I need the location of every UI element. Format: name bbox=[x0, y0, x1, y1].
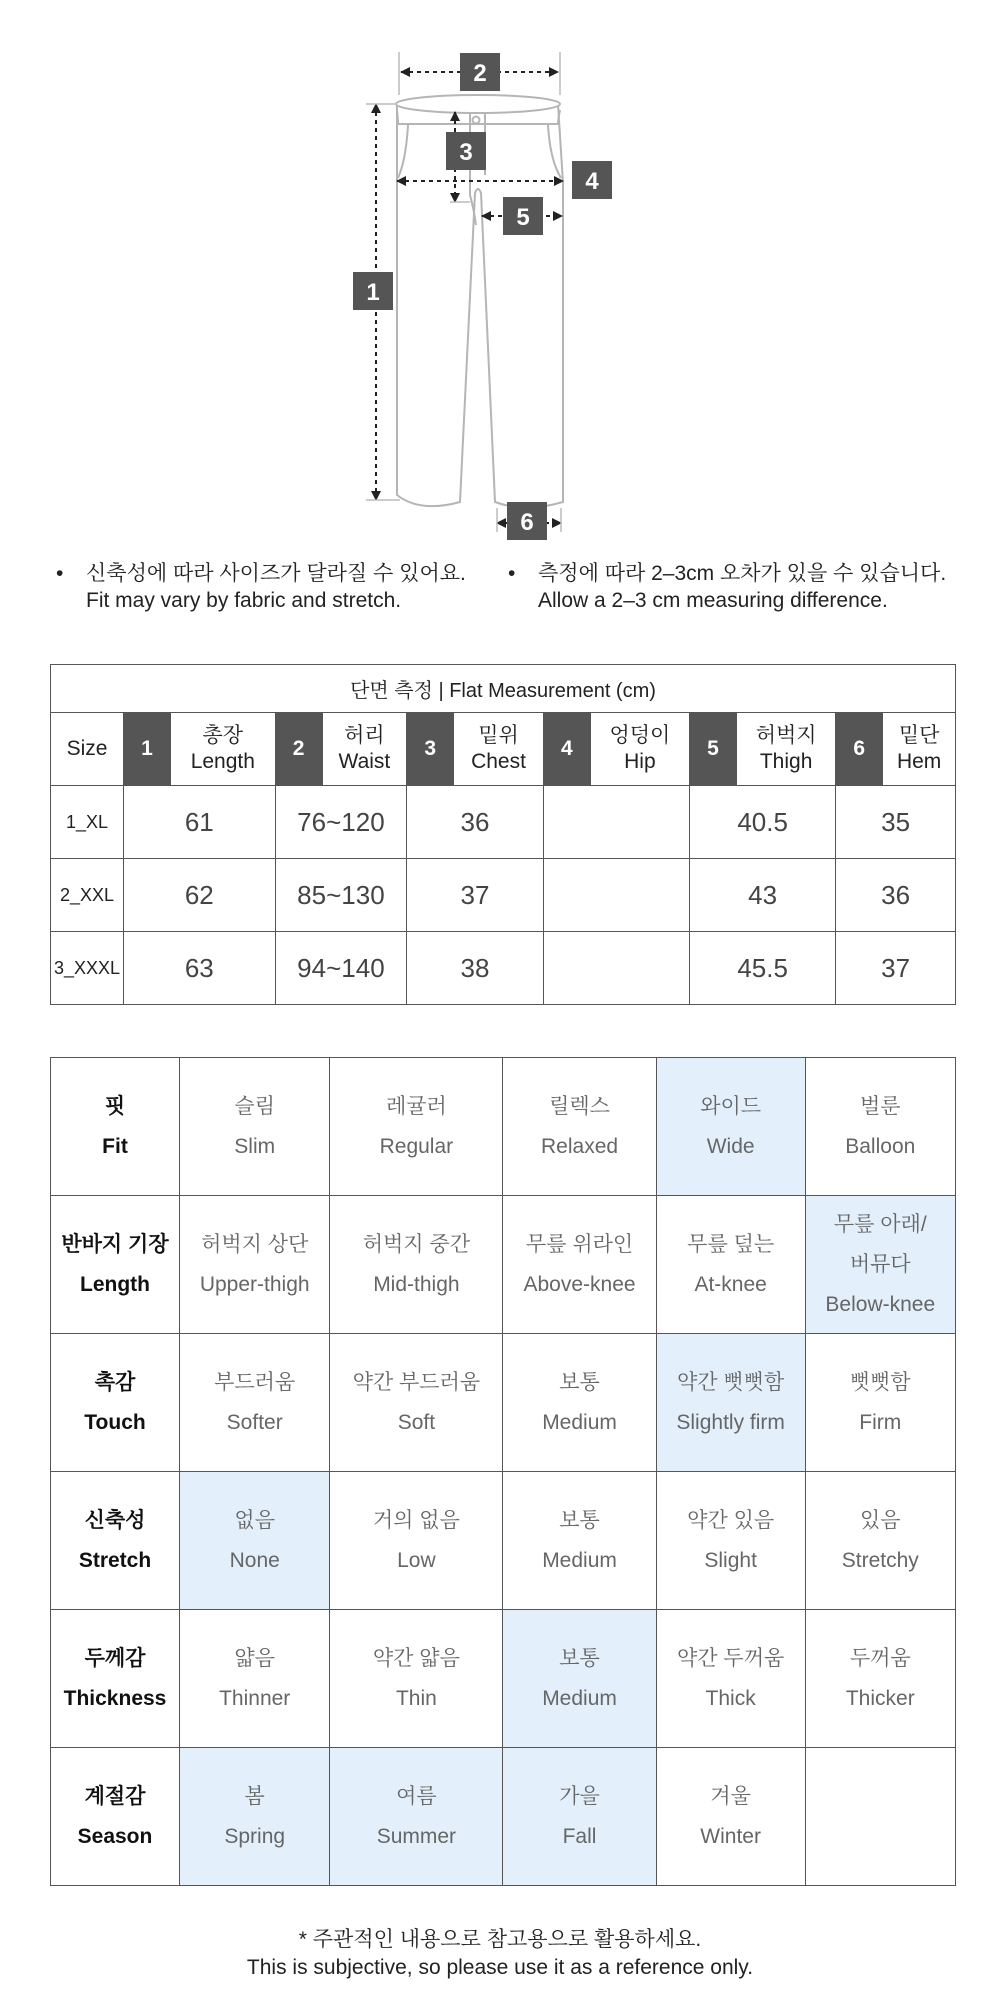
disclaimer-en: This is subjective, so please use it as a reference only. bbox=[246, 1956, 754, 1979]
value-cell: 43 bbox=[690, 859, 836, 932]
attribute-option bbox=[330, 1610, 503, 1748]
attribute-option bbox=[330, 1058, 503, 1196]
column-label: 허벅지 Thigh bbox=[737, 713, 836, 786]
badge-6 bbox=[507, 502, 547, 540]
option-ko: 있음 bbox=[860, 1508, 901, 1532]
attribute-label-en: Stretch bbox=[78, 1548, 152, 1572]
attribute-table bbox=[50, 1057, 956, 1886]
note-ko: 신축성에 따라 사이즈가 달라질 수 있어요. bbox=[86, 562, 466, 585]
option-en: Spring bbox=[224, 1824, 286, 1848]
badge-2 bbox=[460, 53, 500, 91]
note-fit-variance bbox=[56, 560, 496, 614]
option-ko: 뻣뻣함 bbox=[849, 1370, 911, 1394]
option-ko: 얇음 bbox=[234, 1646, 275, 1670]
attribute-row-season bbox=[51, 1748, 956, 1886]
option-en: Slight bbox=[704, 1548, 757, 1572]
column-label: 허리 Waist bbox=[322, 713, 407, 786]
table-row bbox=[51, 859, 956, 932]
attribute-option bbox=[503, 1058, 656, 1196]
bullet: • bbox=[56, 562, 64, 585]
option-ko: 릴렉스 bbox=[549, 1094, 610, 1118]
svg-text:4: 4 bbox=[585, 168, 599, 195]
attribute-option bbox=[503, 1334, 656, 1472]
value-cell: 76~120 bbox=[275, 786, 407, 859]
badge-4 bbox=[572, 161, 612, 199]
table-row bbox=[51, 786, 956, 859]
column-number: 2 bbox=[275, 713, 322, 786]
option-ko: 보통 bbox=[559, 1370, 600, 1394]
attribute-label bbox=[51, 1058, 180, 1196]
value-cell: 94~140 bbox=[275, 932, 407, 1005]
attribute-label-ko: 반바지 기장 bbox=[61, 1232, 169, 1256]
size-table bbox=[50, 664, 956, 1005]
column-label: 밑단 Hem bbox=[883, 713, 956, 786]
attribute-row-fit bbox=[51, 1058, 956, 1196]
option-en: Balloon bbox=[845, 1134, 916, 1158]
svg-text:6: 6 bbox=[520, 509, 534, 536]
attribute-label-ko: 촉감 bbox=[94, 1370, 136, 1394]
option-en: Firm bbox=[859, 1410, 902, 1434]
size-table-header bbox=[51, 713, 956, 786]
option-en: Thicker bbox=[845, 1686, 915, 1710]
option-ko: 허벅지 중간 bbox=[362, 1232, 470, 1256]
attribute-label bbox=[51, 1334, 180, 1472]
attribute-option bbox=[180, 1334, 330, 1472]
option-en: Thick bbox=[705, 1686, 756, 1710]
attribute-label-ko: 두께감 bbox=[84, 1646, 146, 1670]
option-ko: 약간 두꺼움 bbox=[677, 1646, 785, 1670]
attribute-option bbox=[805, 1472, 955, 1610]
attribute-option-selected bbox=[503, 1610, 656, 1748]
attribute-label-en: Length bbox=[80, 1272, 150, 1296]
option-en: Medium bbox=[542, 1410, 617, 1434]
attribute-option bbox=[656, 1472, 805, 1610]
option-en: Soft bbox=[397, 1410, 436, 1434]
attribute-option-selected bbox=[503, 1748, 656, 1886]
svg-text:2: 2 bbox=[473, 60, 487, 87]
attribute-label-ko: 계절감 bbox=[84, 1784, 146, 1808]
option-ko: 레귤러 bbox=[385, 1094, 447, 1118]
badge-1 bbox=[353, 272, 393, 310]
column-label: 총장 Length bbox=[171, 713, 276, 786]
value-cell: 45.5 bbox=[690, 932, 836, 1005]
size-cell: 3_XXXL bbox=[51, 932, 124, 1005]
attribute-option-selected bbox=[805, 1196, 955, 1334]
value-cell: 63 bbox=[124, 932, 276, 1005]
option-ko: 약간 있음 bbox=[687, 1508, 775, 1532]
note-ko: 측정에 따라 2–3cm 오차가 있을 수 있습니다. bbox=[538, 562, 947, 585]
option-ko: 봄 bbox=[244, 1784, 265, 1808]
size-header: Size bbox=[51, 713, 124, 786]
attribute-option-selected bbox=[180, 1748, 330, 1886]
column-number: 3 bbox=[407, 713, 454, 786]
attribute-label-en: Thickness bbox=[63, 1686, 167, 1710]
attribute-option bbox=[656, 1748, 805, 1886]
attribute-option bbox=[180, 1610, 330, 1748]
option-ko: 약간 뻣뻣함 bbox=[677, 1370, 785, 1394]
option-en: None bbox=[229, 1548, 280, 1572]
size-cell: 1_XL bbox=[51, 786, 124, 859]
option-en: Low bbox=[397, 1548, 436, 1572]
attribute-row-stretch bbox=[51, 1472, 956, 1610]
option-ko: 없음 bbox=[234, 1508, 275, 1532]
attribute-option bbox=[180, 1196, 330, 1334]
option-en: Softer bbox=[226, 1410, 283, 1434]
attribute-row-thickness bbox=[51, 1610, 956, 1748]
option-ko: 허벅지 상단 bbox=[201, 1232, 309, 1256]
value-cell: 36 bbox=[836, 859, 956, 932]
attribute-option bbox=[330, 1334, 503, 1472]
svg-text:1: 1 bbox=[366, 279, 380, 306]
attribute-label-ko: 핏 bbox=[104, 1094, 126, 1118]
value-cell: 35 bbox=[836, 786, 956, 859]
column-number: 1 bbox=[124, 713, 171, 786]
option-en: Wide bbox=[706, 1134, 755, 1158]
attribute-option bbox=[805, 1748, 955, 1886]
value-cell: 85~130 bbox=[275, 859, 407, 932]
attribute-option-selected bbox=[656, 1058, 805, 1196]
option-ko: 보통 bbox=[559, 1646, 600, 1670]
value-cell bbox=[543, 932, 689, 1005]
attribute-option-selected bbox=[656, 1334, 805, 1472]
attribute-label bbox=[51, 1196, 180, 1334]
attribute-label-en: Touch bbox=[84, 1410, 146, 1434]
size-table-caption: 단면 측정 | Flat Measurement (cm) bbox=[51, 665, 956, 713]
value-cell: 62 bbox=[124, 859, 276, 932]
option-en: Thin bbox=[395, 1686, 437, 1710]
size-cell: 2_XXL bbox=[51, 859, 124, 932]
attribute-option bbox=[805, 1610, 955, 1748]
column-label: 밑위 Chest bbox=[454, 713, 544, 786]
column-label: 엉덩이 Hip bbox=[590, 713, 689, 786]
attribute-row-length bbox=[51, 1196, 956, 1334]
option-en: Fall bbox=[562, 1824, 597, 1848]
attribute-option-selected bbox=[330, 1748, 503, 1886]
attribute-label-en: Fit bbox=[102, 1134, 128, 1158]
option-ko: 거의 없음 bbox=[372, 1508, 460, 1532]
option-ko: 무릎 아래/ 버뮤다 bbox=[833, 1212, 927, 1276]
attribute-label-en: Season bbox=[77, 1824, 153, 1848]
option-en: Above-knee bbox=[523, 1272, 636, 1296]
option-ko: 슬림 bbox=[234, 1094, 275, 1118]
option-ko: 벌룬 bbox=[860, 1094, 901, 1118]
option-ko: 약간 부드러움 bbox=[352, 1370, 481, 1394]
option-ko: 무릎 위라인 bbox=[525, 1232, 634, 1256]
attribute-option bbox=[330, 1472, 503, 1610]
note-measuring-difference bbox=[508, 560, 978, 614]
bullet: • bbox=[508, 562, 516, 585]
attribute-label-ko: 신축성 bbox=[84, 1508, 146, 1532]
attribute-option bbox=[805, 1058, 955, 1196]
value-cell: 37 bbox=[836, 932, 956, 1005]
option-en: Summer bbox=[376, 1824, 457, 1848]
attribute-option bbox=[503, 1472, 656, 1610]
attribute-option bbox=[330, 1196, 503, 1334]
attribute-label bbox=[51, 1472, 180, 1610]
note-en: Allow a 2–3 cm measuring difference. bbox=[538, 589, 888, 612]
option-en: Medium bbox=[542, 1548, 617, 1572]
option-en: Regular bbox=[379, 1134, 454, 1158]
attribute-row-touch bbox=[51, 1334, 956, 1472]
badge-3 bbox=[446, 132, 486, 170]
column-number: 5 bbox=[690, 713, 737, 786]
option-ko: 가을 bbox=[559, 1784, 600, 1808]
disclaimer-ko: * 주관적인 내용으로 참고용으로 활용하세요. bbox=[298, 1928, 702, 1951]
value-cell: 38 bbox=[407, 932, 544, 1005]
disclaimer bbox=[0, 1926, 1000, 1982]
table-row bbox=[51, 932, 956, 1005]
option-ko: 보통 bbox=[559, 1508, 600, 1532]
note-en: Fit may vary by fabric and stretch. bbox=[86, 589, 402, 612]
option-ko: 무릎 덮는 bbox=[687, 1232, 775, 1256]
attribute-option bbox=[656, 1196, 805, 1334]
option-en: Medium bbox=[542, 1686, 617, 1710]
option-en: Mid-thigh bbox=[373, 1272, 460, 1296]
column-number: 6 bbox=[836, 713, 883, 786]
value-cell: 36 bbox=[407, 786, 544, 859]
attribute-label bbox=[51, 1748, 180, 1886]
option-en: Relaxed bbox=[541, 1134, 619, 1158]
attribute-label bbox=[51, 1610, 180, 1748]
value-cell: 61 bbox=[124, 786, 276, 859]
value-cell: 37 bbox=[407, 859, 544, 932]
option-en: At-knee bbox=[694, 1272, 767, 1296]
option-en: Thinner bbox=[219, 1686, 291, 1710]
option-en: Stretchy bbox=[841, 1548, 919, 1572]
option-ko: 겨울 bbox=[710, 1784, 751, 1808]
option-en: Slightly firm bbox=[676, 1410, 785, 1434]
column-number: 4 bbox=[543, 713, 590, 786]
option-ko: 부드러움 bbox=[214, 1370, 296, 1394]
badge-5 bbox=[503, 197, 543, 235]
attribute-option bbox=[180, 1058, 330, 1196]
option-ko: 와이드 bbox=[700, 1094, 762, 1118]
option-ko: 여름 bbox=[396, 1784, 437, 1808]
attribute-option bbox=[656, 1610, 805, 1748]
svg-text:5: 5 bbox=[516, 204, 530, 231]
option-en: Slim bbox=[234, 1134, 276, 1158]
attribute-option bbox=[503, 1196, 656, 1334]
value-cell: 40.5 bbox=[690, 786, 836, 859]
svg-text:3: 3 bbox=[459, 139, 473, 166]
attribute-option bbox=[805, 1334, 955, 1472]
option-en: Winter bbox=[700, 1824, 761, 1848]
attribute-option-selected bbox=[180, 1472, 330, 1610]
value-cell bbox=[543, 859, 689, 932]
option-ko: 약간 얇음 bbox=[372, 1646, 460, 1670]
value-cell bbox=[543, 786, 689, 859]
option-ko: 두꺼움 bbox=[849, 1646, 911, 1670]
option-en: Upper-thigh bbox=[199, 1272, 310, 1296]
option-en: Below-knee bbox=[825, 1292, 936, 1316]
pants-measurement-diagram bbox=[0, 0, 1000, 550]
